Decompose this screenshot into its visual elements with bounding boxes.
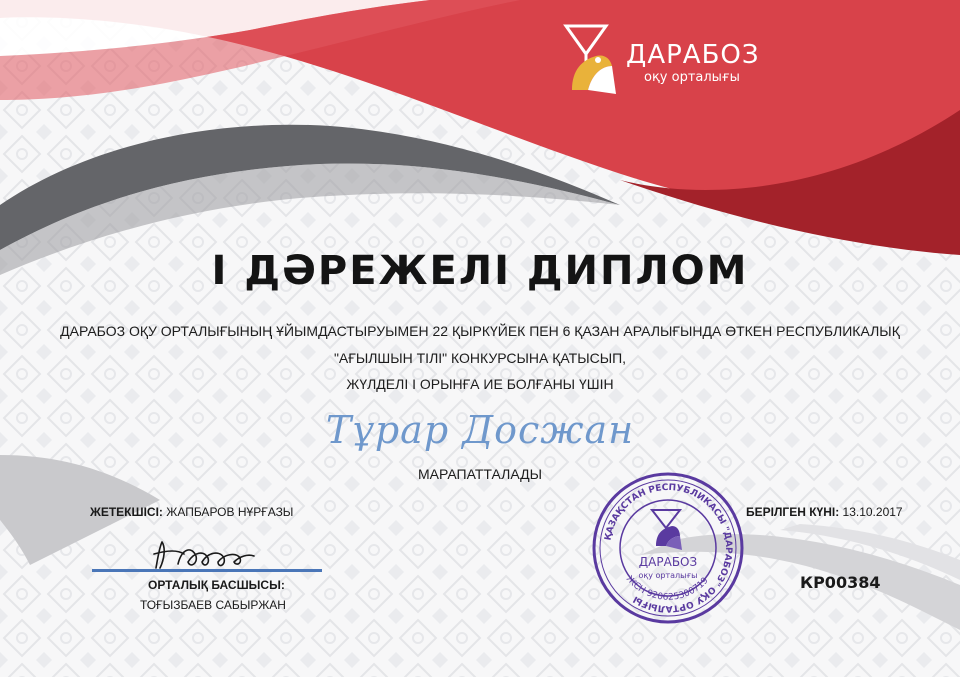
darabos-logo — [562, 20, 792, 110]
issue-date-info — [746, 505, 903, 519]
logo-emblem-icon — [562, 20, 620, 96]
diploma-title: І ДӘРЕЖЕЛІ ДИПЛОМ — [211, 248, 749, 294]
stamp-center-sub: оқу орталығы — [638, 571, 698, 580]
head-name: ТОҒЫЗБАЕВ САБЫРЖАН — [140, 598, 286, 612]
signature-line — [92, 569, 322, 572]
official-stamp — [590, 470, 746, 626]
stamp-ring-text: ҚАЗАҚСТАН РЕСПУБЛИКАСЫ "ДАРАБОЗ" ОҚУ ОРТАЛЫҒЫ — [603, 482, 734, 614]
head-label: ОРТАЛЫҚ БАСШЫСЫ: — [148, 578, 285, 592]
awarded-text: МАРАПАТТАЛАДЫ — [417, 466, 543, 482]
recipient-name: Тұрар Досжан — [325, 408, 635, 452]
stamp-bin-text: ЖСН 920625300719 — [623, 574, 711, 603]
supervisor-label: ЖЕТЕКШІСІ: — [90, 505, 163, 519]
stamp-emblem-icon — [652, 510, 682, 550]
supervisor-name: ЖАПБАРОВ НҰРҒАЗЫ — [166, 505, 294, 519]
body-line-2: "АҒЫЛШЫН ТІЛІ" КОНКУРСЫНА ҚАТЫСЫП, — [333, 350, 627, 366]
issue-date-value: 13.10.2017 — [842, 505, 903, 519]
issue-date-label: БЕРІЛГЕН КҮНІ: — [746, 505, 840, 519]
serial-number: КР00384 — [800, 573, 881, 592]
stamp-center-name: ДАРАБОЗ — [638, 555, 698, 569]
supervisor-info — [90, 505, 293, 519]
body-line-3: ЖҮЛДЕЛІ І ОРЫНҒА ИЕ БОЛҒАНЫ ҮШІН — [346, 376, 614, 392]
logo-subtitle: оқу орталығы — [644, 70, 740, 85]
body-line-1: ДАРАБОЗ ОҚУ ОРТАЛЫҒЫНЫҢ ҰЙЫМДАСТЫРУЫМЕН 22 ҚЫРКҮЙЕК ПЕН 6 ҚАЗАН АРАЛЫҒЫНДА ӨТКЕН РЕСПУБЛИКАЛЫҚ — [60, 323, 900, 339]
logo-name: ДАРАБОЗ — [626, 40, 760, 70]
